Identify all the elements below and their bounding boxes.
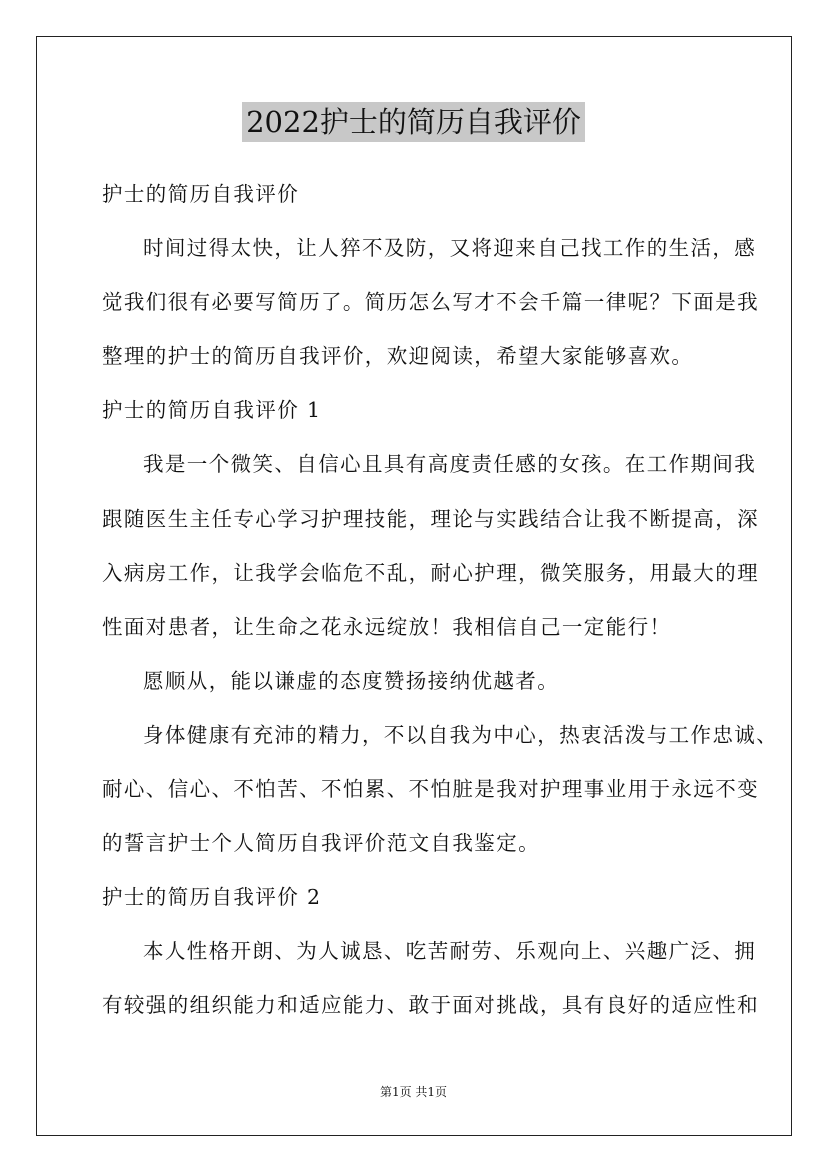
heading-section-2: 护士的简历自我评价 2 bbox=[102, 885, 322, 909]
heading-section-1: 护士的简历自我评价 1 bbox=[102, 398, 322, 422]
document-title: 2022护士的简历自我评价 bbox=[242, 102, 585, 142]
paragraph-line: 我是一个微笑、自信心且具有高度责任感的女孩。在工作期间我 bbox=[143, 452, 757, 476]
page-footer: 第1页 共1页 bbox=[379, 1085, 448, 1099]
heading-intro: 护士的简历自我评价 bbox=[102, 182, 300, 206]
paragraph-line: 时间过得太快，让人猝不及防，又将迎来自己找工作的生活，感 bbox=[143, 236, 757, 260]
paragraph-line: 跟随医生主任专心学习护理技能，理论与实践结合让我不断提高，深 bbox=[102, 507, 759, 531]
paragraph-line: 本人性格开朗、为人诚恳、吃苦耐劳、乐观向上、兴趣广泛、拥 bbox=[143, 939, 757, 963]
paragraph-line: 的誓言护士个人简历自我评价范文自我鉴定。 bbox=[102, 831, 540, 855]
paragraph-line: 耐心、信心、不怕苦、不怕累、不怕脏是我对护理事业用于永远不变 bbox=[102, 777, 759, 801]
title-container bbox=[0, 102, 827, 142]
paragraph-line: 觉我们很有必要写简历了。简历怎么写才不会千篇一律呢？下面是我 bbox=[102, 290, 759, 314]
paragraph-line: 愿顺从，能以谦虚的态度赞扬接纳优越者。 bbox=[143, 669, 560, 693]
paragraph-line: 身体健康有充沛的精力，不以自我为中心，热衷活泼与工作忠诚、 bbox=[143, 723, 779, 747]
paragraph-line: 性面对患者，让生命之花永远绽放！我相信自己一定能行！ bbox=[102, 615, 672, 639]
paragraph-line: 整理的护士的简历自我评价，欢迎阅读，希望大家能够喜欢。 bbox=[102, 344, 694, 368]
paragraph-line: 有较强的组织能力和适应能力、敢于面对挑战，具有良好的适应性和 bbox=[102, 993, 759, 1017]
paragraph-line: 入病房工作，让我学会临危不乱，耐心护理，微笑服务，用最大的理 bbox=[102, 561, 759, 585]
